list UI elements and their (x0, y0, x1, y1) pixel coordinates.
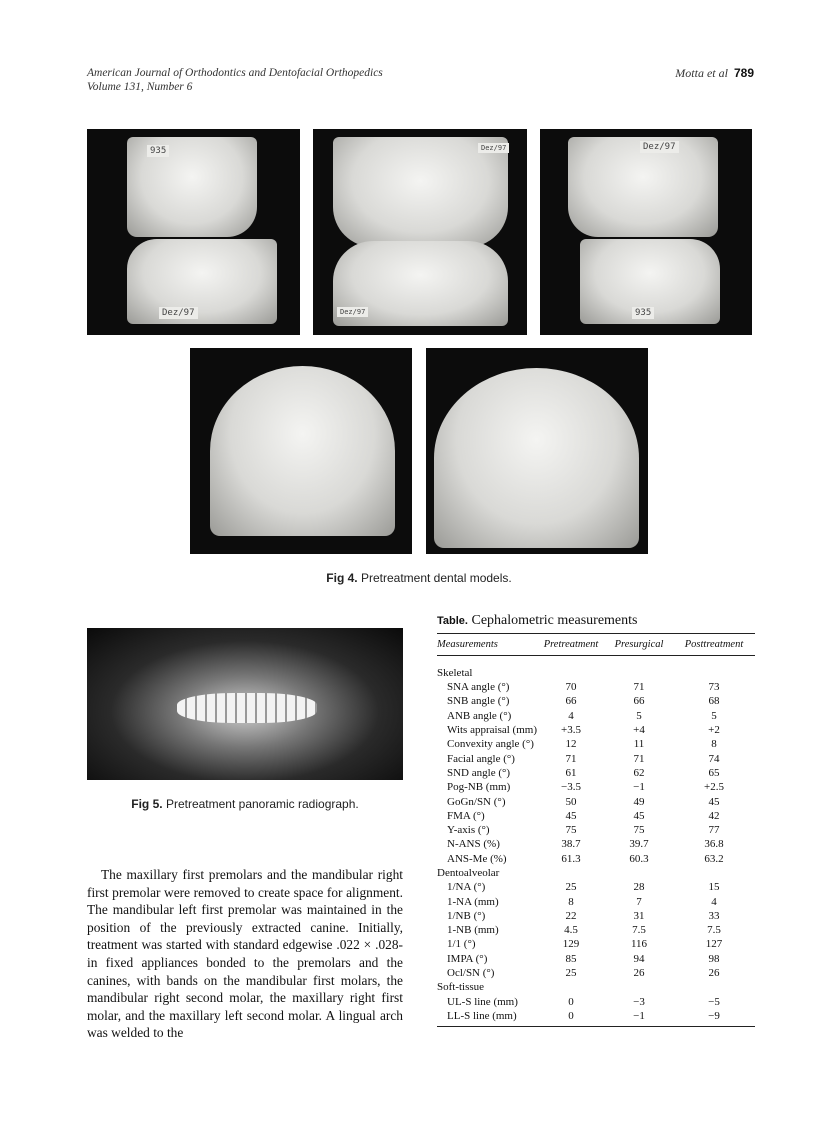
table-cell-measure: SNA angle (°) (447, 681, 510, 694)
column-header: Pretreatment (543, 638, 599, 650)
table-row (437, 766, 755, 780)
table-cell-measure: 1/NA (°) (447, 881, 486, 894)
table-cell-measure: SND angle (°) (447, 766, 511, 779)
table-cell-value: −3.5 (561, 781, 581, 794)
table-row (437, 823, 755, 837)
table-cell-value: 75 (565, 824, 577, 837)
model-label: 935 (632, 307, 654, 319)
table-row (437, 880, 755, 894)
body-text: The maxillary first premolars and the mandibular right first premolar were removed to create space for alignment. The mandibular left first premolar was maintained in the position of the previously extracted canine. Initially, treatment was started with standard edgewise .022 × .028-in fixed appliances bonded to the premolars and the canines, with bands on the mandibular first molars, the mandibular right second molar, the maxillary right first molar, and the maxillary left second molar. A lingual arch was welded to the (87, 867, 403, 1041)
model-label: Dez/97 (337, 307, 368, 317)
table-cell-value: 26 (633, 967, 645, 980)
table-cell-value: 25 (565, 967, 577, 980)
table-cell-measure: Wits appraisal (mm) (447, 724, 537, 737)
table-cell-value: 5 (711, 709, 717, 722)
table-row (437, 837, 755, 851)
dental-model-right-lateral (87, 129, 300, 335)
table-cell-value: 85 (565, 952, 577, 965)
table-cell-value: +2.5 (704, 781, 724, 794)
dental-model-frontal (313, 129, 527, 335)
table-cell-value: 33 (708, 909, 720, 922)
table-cell-value: 66 (565, 695, 577, 708)
table-cell-value: 0 (568, 1009, 574, 1022)
table-cell-value: 98 (708, 952, 720, 965)
table-cell-value: 4.5 (564, 924, 578, 937)
table-cell-value: 71 (633, 752, 645, 765)
table-cell-measure: 1/NB (°) (447, 909, 486, 922)
table-row (437, 751, 755, 765)
table-cell-measure: N-ANS (%) (447, 838, 500, 851)
table-cell-value: 45 (565, 809, 577, 822)
table-row (437, 809, 755, 823)
table-row (437, 694, 755, 708)
table-cell-value: 15 (708, 881, 720, 894)
table-cell-value: 94 (633, 952, 645, 965)
table-cell-value: 129 (562, 938, 580, 951)
table-cell-value: 63.2 (704, 852, 724, 865)
dental-model-maxillary-occlusal (190, 348, 412, 554)
table-row (437, 794, 755, 808)
table-cell-value: 45 (633, 809, 645, 822)
table-cell-value: 0 (568, 995, 574, 1008)
table-cell-value: 38.7 (561, 838, 581, 851)
table-cell-value: 77 (708, 824, 720, 837)
column-header: Posttreatment (684, 638, 744, 650)
table-cell-measure: ANS-Me (%) (447, 852, 507, 865)
table-cell-value: 62 (633, 766, 645, 779)
table-cell-measure: UL-S line (mm) (447, 995, 518, 1008)
table-cell-value: 75 (633, 824, 645, 837)
table-cell-value: 60.3 (629, 852, 649, 865)
table-row (437, 737, 755, 751)
panoramic-radiograph (87, 628, 403, 780)
table-row (437, 937, 755, 951)
table-row (437, 952, 755, 966)
running-header-journal: American Journal of Orthodontics and Dentofacial Orthopedics Volume 131, Number 6 (87, 67, 383, 93)
table-cell-value: 73 (708, 681, 720, 694)
table-cell-value: 71 (633, 681, 645, 694)
table-cell-measure: IMPA (°) (447, 952, 488, 965)
table-row (437, 966, 755, 980)
table-cell-value: 71 (565, 752, 577, 765)
table-cell-measure: Convexity angle (°) (447, 738, 534, 751)
table-row (437, 1009, 755, 1023)
table-cell-value: 11 (633, 738, 645, 751)
table-cell-value: −5 (708, 995, 720, 1008)
table-section-row (437, 656, 755, 681)
table-cell-value: +3.5 (561, 724, 581, 737)
table-cell-value: 49 (633, 795, 645, 808)
table-cell-value: 61 (565, 766, 577, 779)
table-cell-measure: Y-axis (°) (447, 824, 490, 837)
table-cell-value: 45 (708, 795, 720, 808)
table-cell-measure: ANB angle (°) (447, 709, 512, 722)
table-cell-value: 39.7 (629, 838, 649, 851)
table-cell-value: +4 (633, 724, 645, 737)
model-label: Dez/97 (478, 143, 509, 153)
model-label: Dez/97 (159, 307, 198, 319)
table-cell-value: 4 (568, 709, 574, 722)
table-cell-value: 116 (630, 938, 648, 951)
table-cell-value: 7 (636, 895, 642, 908)
table-cell-value: 36.8 (704, 838, 724, 851)
table-row (437, 780, 755, 794)
column-header: Presurgical (614, 638, 664, 650)
table-cell-measure: FMA (°) (447, 809, 485, 822)
table-row (437, 909, 755, 923)
dental-model-left-lateral (540, 129, 752, 335)
table-cell-value: 4 (711, 895, 717, 908)
table-cell-value: 7.5 (707, 924, 721, 937)
table-cell-value: 12 (565, 738, 577, 751)
table-cell-value: 61.3 (561, 852, 581, 865)
table-cell-value: 74 (708, 752, 720, 765)
table-cell-value: 65 (708, 766, 720, 779)
column-header: Measurements (437, 638, 498, 650)
table-cell-value: 127 (705, 938, 723, 951)
table-cell-measure: 1/1 (°) (447, 938, 476, 951)
section-label: Dentoalveolar (437, 867, 500, 879)
table-cell-value: 28 (633, 881, 645, 894)
table-cell-measure: LL-S line (mm) (447, 1009, 517, 1022)
table-title: Table. Cephalometric measurements (437, 613, 638, 628)
table-cell-value: 42 (708, 809, 720, 822)
table-cell-measure: 1-NA (mm) (447, 895, 499, 908)
table-cell-value: 5 (636, 709, 642, 722)
table-section-row (437, 866, 755, 880)
table-cell-value: +2 (708, 724, 720, 737)
table-cell-measure: Ocl/SN (°) (447, 967, 495, 980)
table-cell-value: 22 (565, 909, 577, 922)
table-cell-value: 7.5 (632, 924, 646, 937)
section-label: Soft-tissue (437, 981, 485, 994)
table-row (437, 723, 755, 737)
table-cell-measure: Facial angle (°) (447, 752, 515, 765)
table-row (437, 923, 755, 937)
fig5-caption: Fig 5. Pretreatment panoramic radiograph. (131, 797, 359, 811)
table-cell-measure: 1-NB (mm) (447, 924, 499, 937)
cephalometric-table (437, 613, 755, 1027)
table-row (437, 709, 755, 723)
table-cell-value: 8 (568, 895, 574, 908)
table-cell-value: −1 (633, 1009, 645, 1022)
table-cell-measure: SNB angle (°) (447, 695, 510, 708)
table-cell-value: 25 (565, 881, 577, 894)
table-cell-value: 26 (708, 967, 720, 980)
model-label: Dez/97 (640, 141, 679, 153)
table-row (437, 995, 755, 1009)
table-row (437, 852, 755, 866)
table-row (437, 894, 755, 908)
section-label: Skeletal (437, 667, 473, 679)
table-cell-measure: GoGn/SN (°) (447, 795, 506, 808)
model-label: 935 (147, 145, 169, 157)
table-cell-value: 66 (633, 695, 645, 708)
running-header-right: Motta et al 789 (675, 66, 754, 80)
table-cell-value: 31 (633, 909, 645, 922)
table-cell-measure: Pog-NB (mm) (447, 781, 511, 794)
fig4-caption: Fig 4. Pretreatment dental models. (326, 571, 512, 585)
table-cell-value: −9 (708, 1009, 720, 1022)
table-cell-value: 70 (565, 681, 577, 694)
table-cell-value: 8 (711, 738, 717, 751)
table-section-row (437, 980, 755, 994)
table-cell-value: 50 (565, 795, 577, 808)
table-cell-value: −3 (633, 995, 645, 1008)
dental-model-mandibular-occlusal (426, 348, 648, 554)
table-cell-value: −1 (633, 781, 645, 794)
table-cell-value: 68 (708, 695, 720, 708)
table-row (437, 680, 755, 694)
